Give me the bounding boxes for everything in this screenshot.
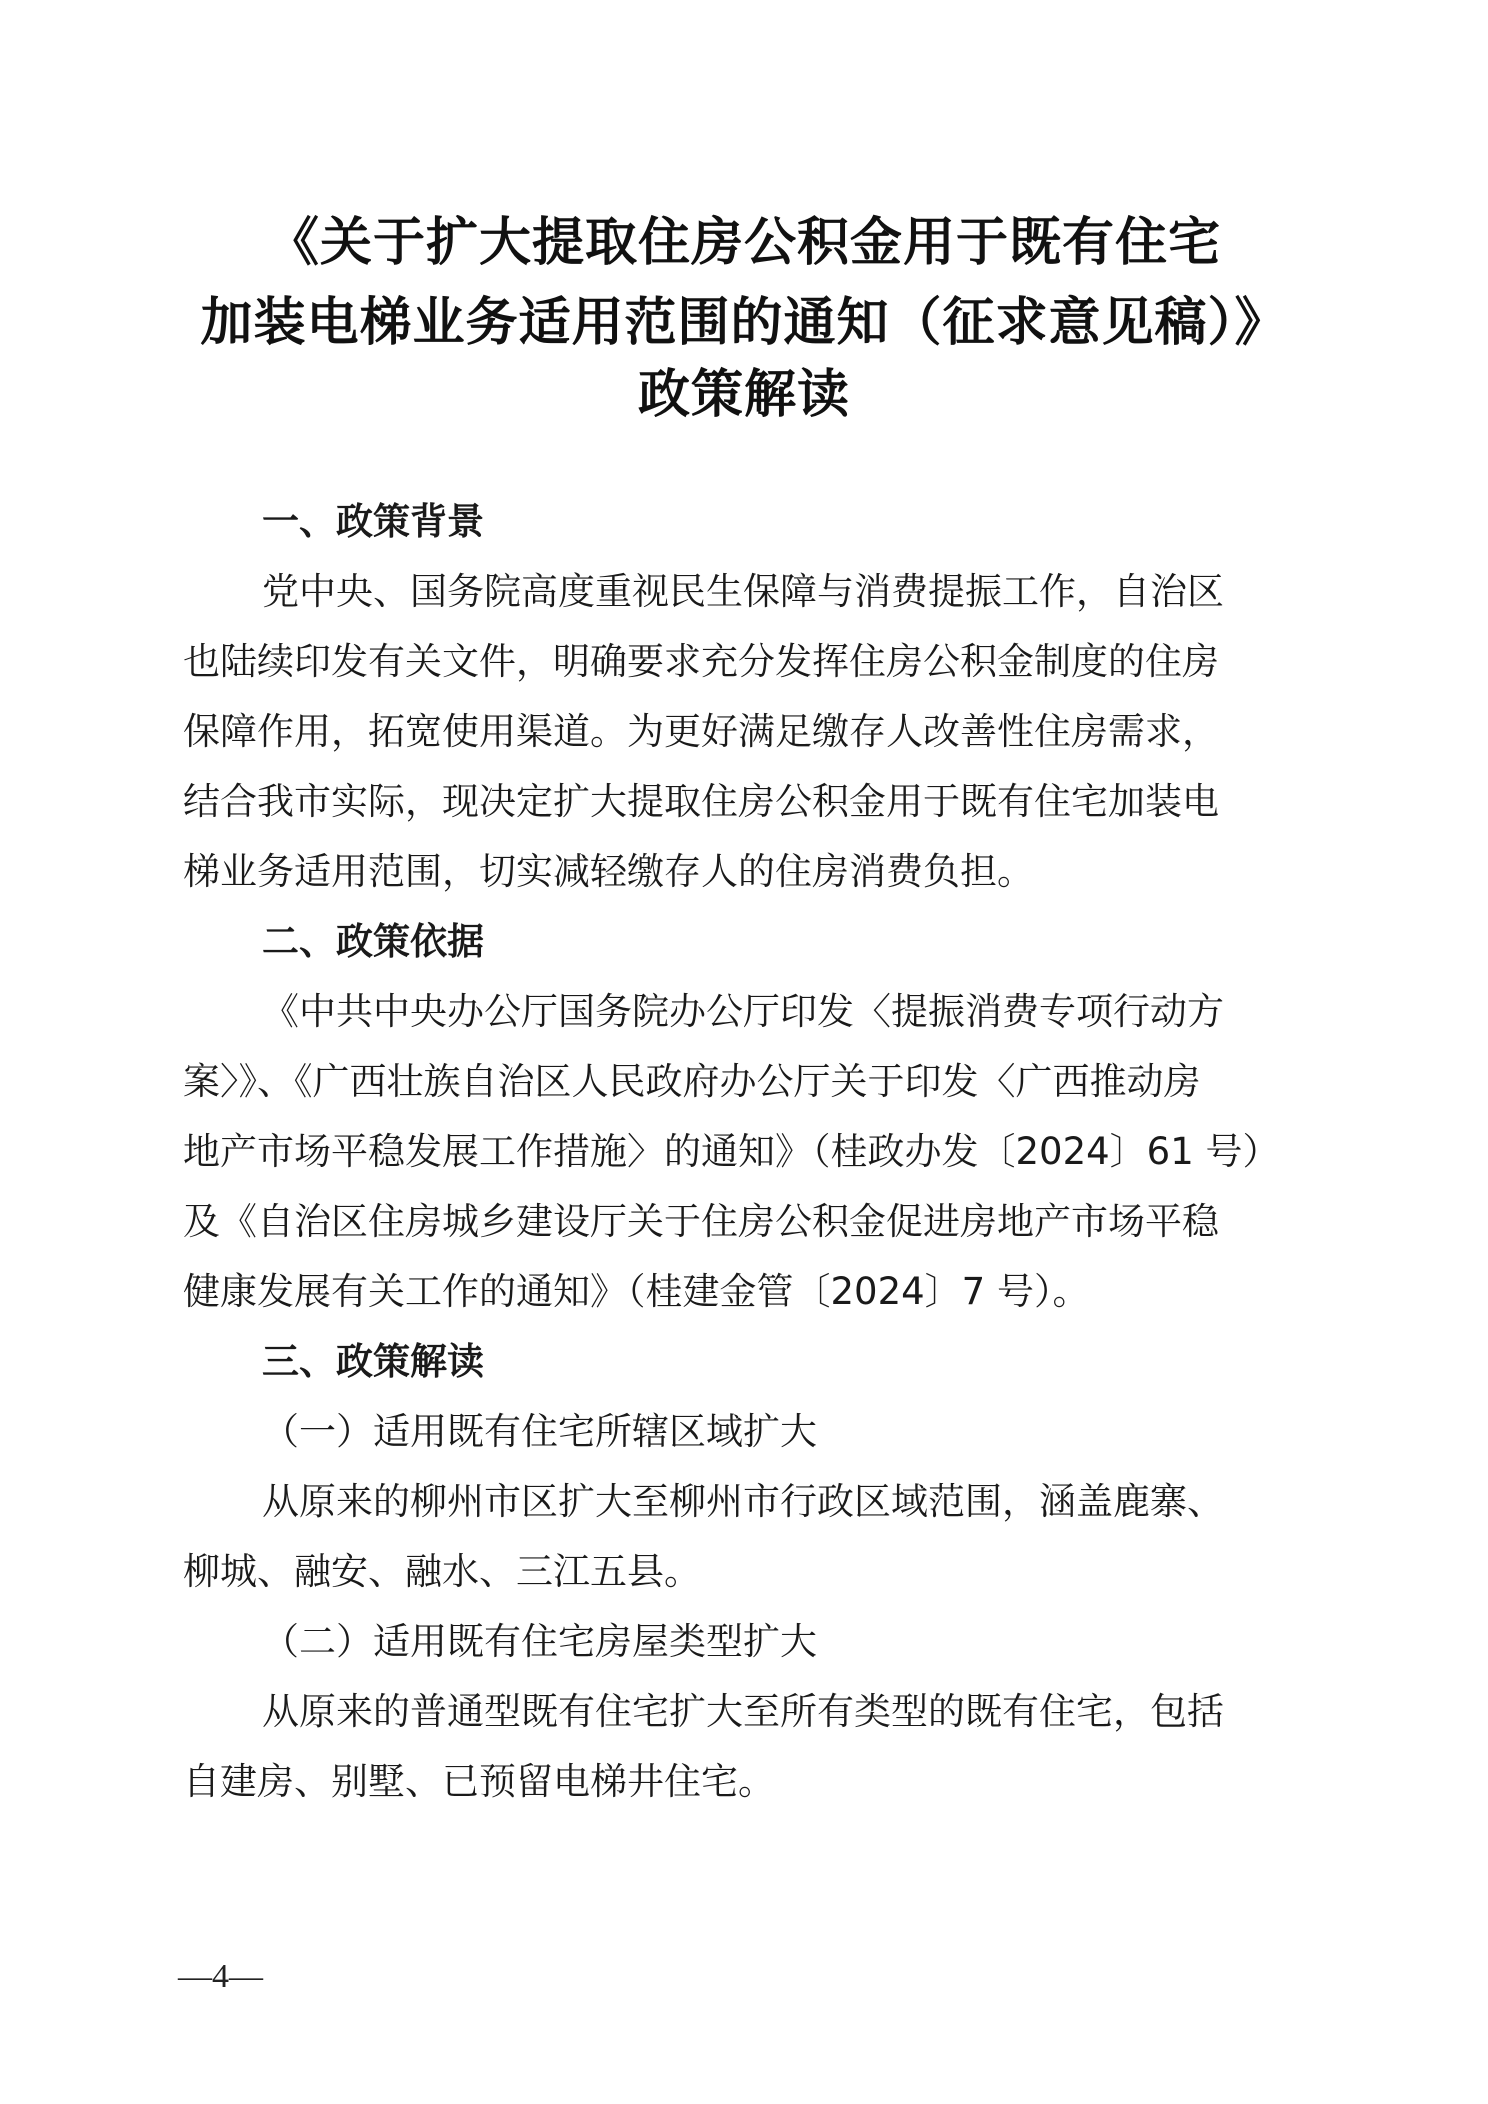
section-2-line-1: 《中共中央办公厅国务院办公厅印发〈提振消费专项行动方 xyxy=(262,990,1224,1033)
section-1-line-2: 也陆续印发有关文件，明确要求充分发挥住房公积金制度的住房 xyxy=(183,640,1219,683)
section-3-heading: 三、政策解读 xyxy=(262,1340,484,1383)
section-2-heading: 二、政策依据 xyxy=(262,920,484,963)
subsection-2-line-2: 自建房、别墅、已预留电梯井住宅。 xyxy=(183,1760,775,1803)
section-1-line-5: 梯业务适用范围，切实减轻缴存人的住房消费负担。 xyxy=(183,850,1034,893)
section-2-line-5: 健康发展有关工作的通知》（桂建金管〔2024〕7 号）。 xyxy=(183,1270,1090,1313)
section-2-line-4: 及《自治区住房城乡建设厅关于住房公积金促进房地产市场平稳 xyxy=(183,1200,1219,1243)
subsection-1-line-2: 柳城、融安、融水、三江五县。 xyxy=(183,1550,701,1593)
subsection-2-line-1: 从原来的普通型既有住宅扩大至所有类型的既有住宅，包括 xyxy=(262,1690,1224,1733)
title-line-1: 《关于扩大提取住房公积金用于既有住宅 xyxy=(266,213,1221,273)
section-1-line-4: 结合我市实际，现决定扩大提取住房公积金用于既有住宅加装电 xyxy=(183,780,1219,823)
page-number: —4— xyxy=(178,1958,263,1995)
title-line-2: 加装电梯业务适用范围的通知（征求意见稿）》 xyxy=(200,293,1288,353)
section-2-line-3: 地产市场平稳发展工作措施〉的通知》（桂政办发〔2024〕61 号） xyxy=(183,1130,1280,1173)
section-1-line-1: 党中央、国务院高度重视民生保障与消费提振工作，自治区 xyxy=(262,570,1224,613)
subsection-2-heading: （二）适用既有住宅房屋类型扩大 xyxy=(262,1620,817,1663)
section-1-line-3: 保障作用，拓宽使用渠道。为更好满足缴存人改善性住房需求， xyxy=(183,710,1219,753)
subsection-1-line-1: 从原来的柳州市区扩大至柳州市行政区域范围，涵盖鹿寨、 xyxy=(262,1480,1224,1523)
subsection-1-heading: （一）适用既有住宅所辖区域扩大 xyxy=(262,1410,817,1453)
title-line-3: 政策解读 xyxy=(637,365,850,425)
section-2-line-2: 案〉》、《广西壮族自治区人民政府办公厅关于印发〈广西推动房 xyxy=(183,1060,1201,1103)
section-1-heading: 一、政策背景 xyxy=(262,500,484,543)
